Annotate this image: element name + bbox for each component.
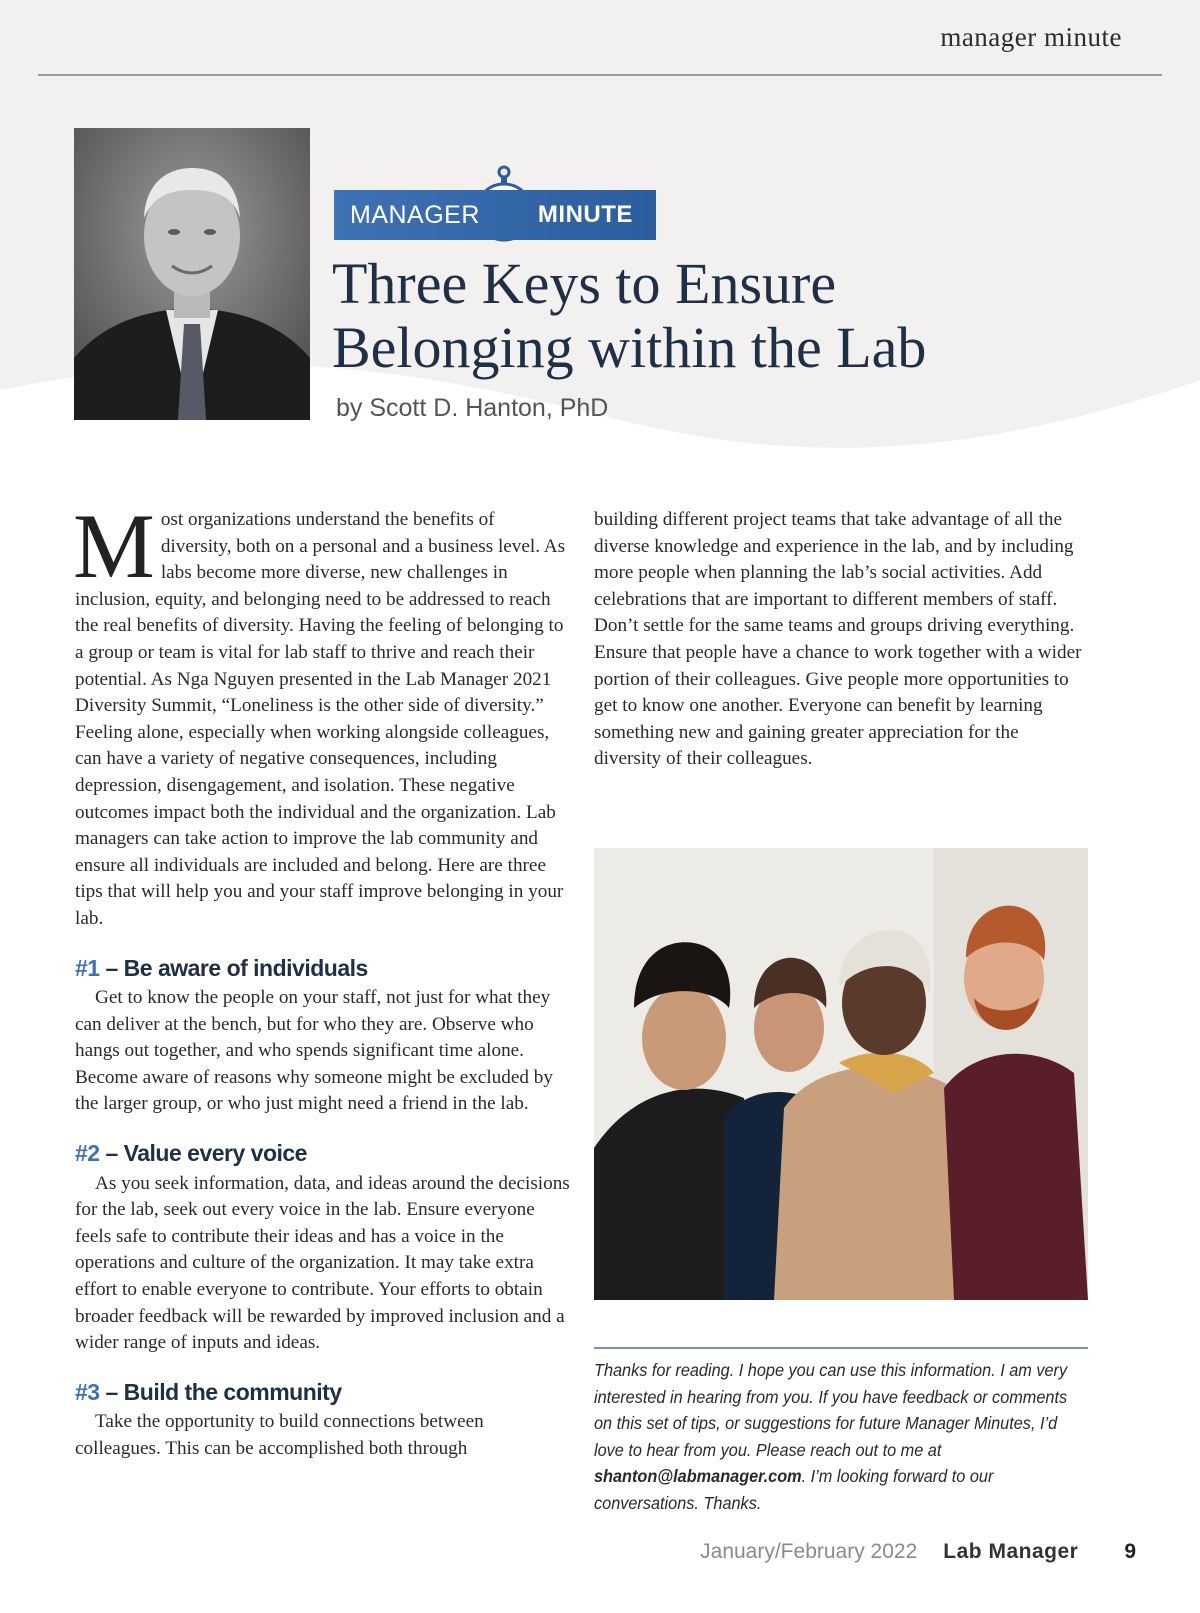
group-photo: [594, 848, 1088, 1300]
tip-3-number: #3: [75, 1378, 100, 1405]
tip-2-title: – Value every voice: [99, 1140, 307, 1167]
tip-2-heading: [75, 1140, 570, 1167]
closing-divider: [594, 1347, 1088, 1349]
closing-note: [594, 1357, 1082, 1517]
author-photo: [74, 128, 310, 420]
tip-1-heading: [75, 955, 570, 982]
tip-2-body: As you seek information, data, and ideas around the decisions for the lab, seek out every voice in the lab. Ensure everyone feels safe to contribute their ideas and has a voice in the operations and culture of the organization. It may take extra effort to enable everyone to contribute. Your efforts to obtain broader feedback will be rewarded by improved inclusion and a wider range of inputs and ideas.: [75, 1172, 570, 1354]
issue-date: January/February 2022: [700, 1540, 918, 1563]
magazine-name: Lab Manager: [943, 1540, 1079, 1563]
drop-cap: M: [73, 495, 155, 597]
title-line-2: Belonging within the Lab: [332, 315, 927, 380]
page-footer: [700, 1540, 1136, 1564]
intro-paragraph: [73, 495, 570, 933]
title-line-1: Three Keys to Ensure: [332, 251, 837, 316]
left-column: [73, 495, 570, 1463]
closing-text-start: Thanks for reading. I hope you can use this information. I am very interested in hearing from you. If you have feedback or comments on this set of tips, or suggestions for future Manager Minutes, I’d love to hear from you. Please reach out to me at: [594, 1360, 1068, 1460]
tip-1-number: #1: [75, 954, 100, 981]
tip-1-body: Get to know the people on your staff, not just for what they can deliver at the bench, but for who they are. Observe who hangs out together, and who spends significant time alone. Become aware of reasons why someone might be excluded by the larger group, or who just might need a friend in the lab.: [75, 987, 553, 1115]
section-label: manager minute: [940, 22, 1122, 52]
manager-minute-badge: [334, 190, 656, 240]
article-title: [332, 252, 1112, 380]
author-email-link[interactable]: shanton@labmanager.com: [594, 1466, 802, 1487]
tip-2-number: #2: [75, 1140, 100, 1167]
badge-text-manager: MANAGER: [350, 200, 480, 229]
continuation-paragraph: building different project teams that take advantage of all the diverse knowledge and experience in the lab, and by including more people when planning the lab’s social activities. Add celebrations that are important to different members of staff. Don’t settle for the same teams and groups driving everything. Ensure that people have a chance to work together with a wider portion of their colleagues. Give people more opportunities to get to know one another. Everyone can benefit by learning something new and gaining greater appreciation for the diversity of their colleagues.: [594, 509, 1082, 770]
tip-3-heading: [75, 1379, 570, 1406]
intro-text: ost organizations understand the benefits of diversity, both on a personal and a business level. As labs become more diverse, new challenges in inclusion, equity, and belonging need to be addressed to reach the real benefits of diversity. Having the feeling of belonging to a group or team is vital for lab staff to thrive and reach their potential. As Nga Nguyen presented in the Lab Manager 2021 Diversity Summit, “Loneliness is the other side of diversity.” Feeling alone, especially when working alongside colleagues, can have a variety of negative consequences, including depression, disengagement, and isolation. These negative outcomes impact both the individual and the organization. Lab managers can take action to improve the lab community and ensure all individuals are included and belong. Here are three tips that will help you and your staff improve belonging in your lab.: [75, 509, 566, 929]
tip-3-body: Take the opportunity to build connections between colleagues. This can be accomplished both through: [75, 1411, 484, 1459]
badge-text-minute: MINUTE: [537, 201, 633, 228]
tip-1-title: – Be aware of individuals: [99, 954, 368, 981]
page-number: 9: [1124, 1540, 1136, 1563]
header-divider: [38, 74, 1162, 76]
tip-3-title: – Build the community: [99, 1378, 342, 1405]
byline: by Scott D. Hanton, PhD: [336, 394, 609, 422]
right-column: [594, 507, 1090, 773]
closing-text-end: . I’m looking forward to our conversations. Thanks.: [594, 1466, 994, 1513]
